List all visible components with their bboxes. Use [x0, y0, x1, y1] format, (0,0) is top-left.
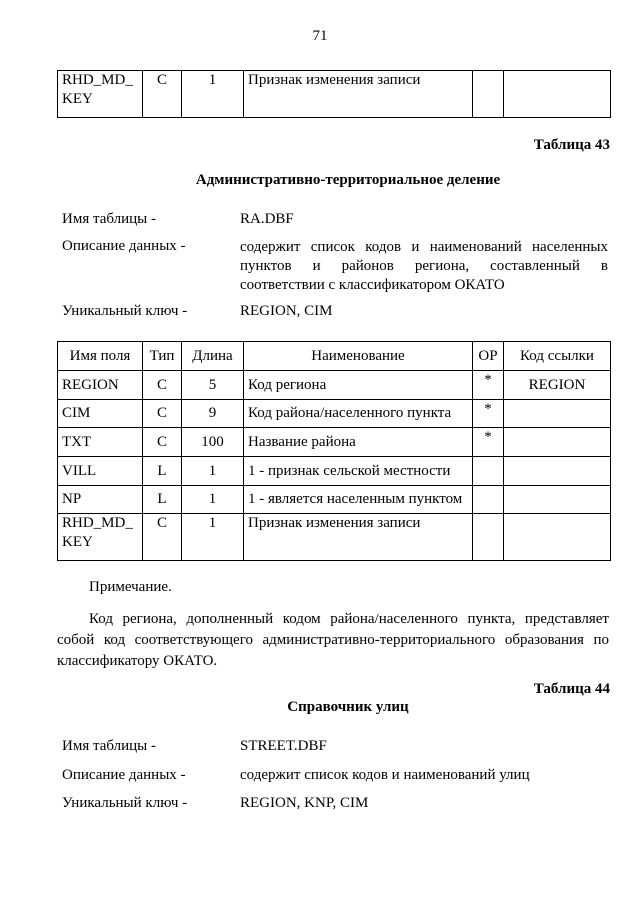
table-row: [58, 400, 611, 428]
header-ref-code: Код ссылки: [504, 342, 611, 371]
field-op-cell: [473, 457, 504, 486]
table43-desc-value: содержит список кодов и наименований населенных пунктов и районов региона, составленный в соответствии с классификатором ОКАТО: [240, 239, 608, 293]
table43-name-label: Имя таблицы -: [62, 211, 156, 227]
note-text: Код региона, дополненный кодом района/населенного пункта, представляет собой код соответствующего административно-территориального образования по классификатору ОКАТО.: [57, 611, 609, 669]
field-name-cell: RHD_MD_ KEY: [58, 514, 143, 561]
table44-desc-label: Описание данных -: [62, 767, 186, 783]
field-ref-cell: [504, 486, 611, 514]
page-number: 71: [312, 28, 328, 44]
field-op-cell: [473, 486, 504, 514]
field-length-cell: 1: [182, 514, 244, 561]
table-header-row: [58, 342, 611, 371]
table44-desc-value: содержит список кодов и наименований улиц: [240, 767, 530, 783]
field-name-cell: CIM: [58, 400, 143, 428]
table43-key-label: Уникальный ключ -: [62, 303, 188, 319]
field-ref-cell: [504, 514, 611, 561]
field-ref-cell: [504, 400, 611, 428]
field-op-cell: *: [473, 428, 504, 457]
field-type-cell: C: [143, 428, 182, 457]
field-desc-cell: 1 - признак сельской местности: [244, 457, 473, 486]
table-row: [58, 457, 611, 486]
table-row: [58, 428, 611, 457]
table44-key-value: REGION, KNP, CIM: [240, 795, 369, 811]
field-op-cell: *: [473, 371, 504, 400]
field-desc-cell: Признак изменения записи: [244, 71, 473, 118]
field-op-cell: *: [473, 400, 504, 428]
table-row: [58, 486, 611, 514]
field-op-cell: [473, 514, 504, 561]
field-type-cell: C: [143, 400, 182, 428]
table43-name-value: RA.DBF: [240, 211, 294, 227]
field-type-cell: C: [143, 514, 182, 561]
header-field-name: Имя поля: [58, 342, 143, 371]
table44-title: Справочник улиц: [287, 699, 409, 715]
table43-desc-label: Описание данных -: [62, 238, 186, 254]
table43-label: Таблица 43: [533, 137, 610, 153]
field-length-cell: 9: [182, 400, 244, 428]
table44-key-label: Уникальный ключ -: [62, 795, 188, 811]
field-length-cell: 5: [182, 371, 244, 400]
field-desc-cell: Код региона: [244, 371, 473, 400]
field-ref-cell: REGION: [504, 371, 611, 400]
table-row: [58, 71, 611, 118]
field-desc-cell: Признак изменения записи: [244, 514, 473, 561]
field-name-cell: NP: [58, 486, 143, 514]
field-desc-cell: 1 - является населенным пунктом: [244, 486, 473, 514]
field-desc-cell: Название района: [244, 428, 473, 457]
field-op-cell: [473, 71, 504, 118]
table43-title: Административно-территориальное деление: [195, 172, 501, 188]
header-description: Наименование: [244, 342, 473, 371]
field-length-cell: 1: [182, 457, 244, 486]
table43-key-value: REGION, CIM: [240, 303, 333, 319]
field-type-cell: L: [143, 457, 182, 486]
continuation-table: [57, 70, 611, 118]
field-length-cell: 1: [182, 71, 244, 118]
table44-name-value: STREET.DBF: [240, 738, 327, 754]
table43-fields: [57, 341, 611, 561]
header-length: Длина: [182, 342, 244, 371]
field-name-cell: REGION: [58, 371, 143, 400]
field-length-cell: 1: [182, 486, 244, 514]
table-row: [58, 371, 611, 400]
header-type: Тип: [143, 342, 182, 371]
field-ref-cell: [504, 71, 611, 118]
field-ref-cell: [504, 457, 611, 486]
header-op: OP: [473, 342, 504, 371]
note-label: Примечание.: [89, 579, 172, 595]
field-type-cell: L: [143, 486, 182, 514]
field-name-cell: TXT: [58, 428, 143, 457]
table44-name-label: Имя таблицы -: [62, 738, 156, 754]
field-desc-cell: Код района/населенного пункта: [244, 400, 473, 428]
field-name-cell: RHD_MD_ KEY: [58, 71, 143, 118]
field-length-cell: 100: [182, 428, 244, 457]
field-type-cell: C: [143, 71, 182, 118]
table44-label: Таблица 44: [533, 681, 610, 697]
field-name-cell: VILL: [58, 457, 143, 486]
field-type-cell: C: [143, 371, 182, 400]
table-row: [58, 514, 611, 561]
field-ref-cell: [504, 428, 611, 457]
